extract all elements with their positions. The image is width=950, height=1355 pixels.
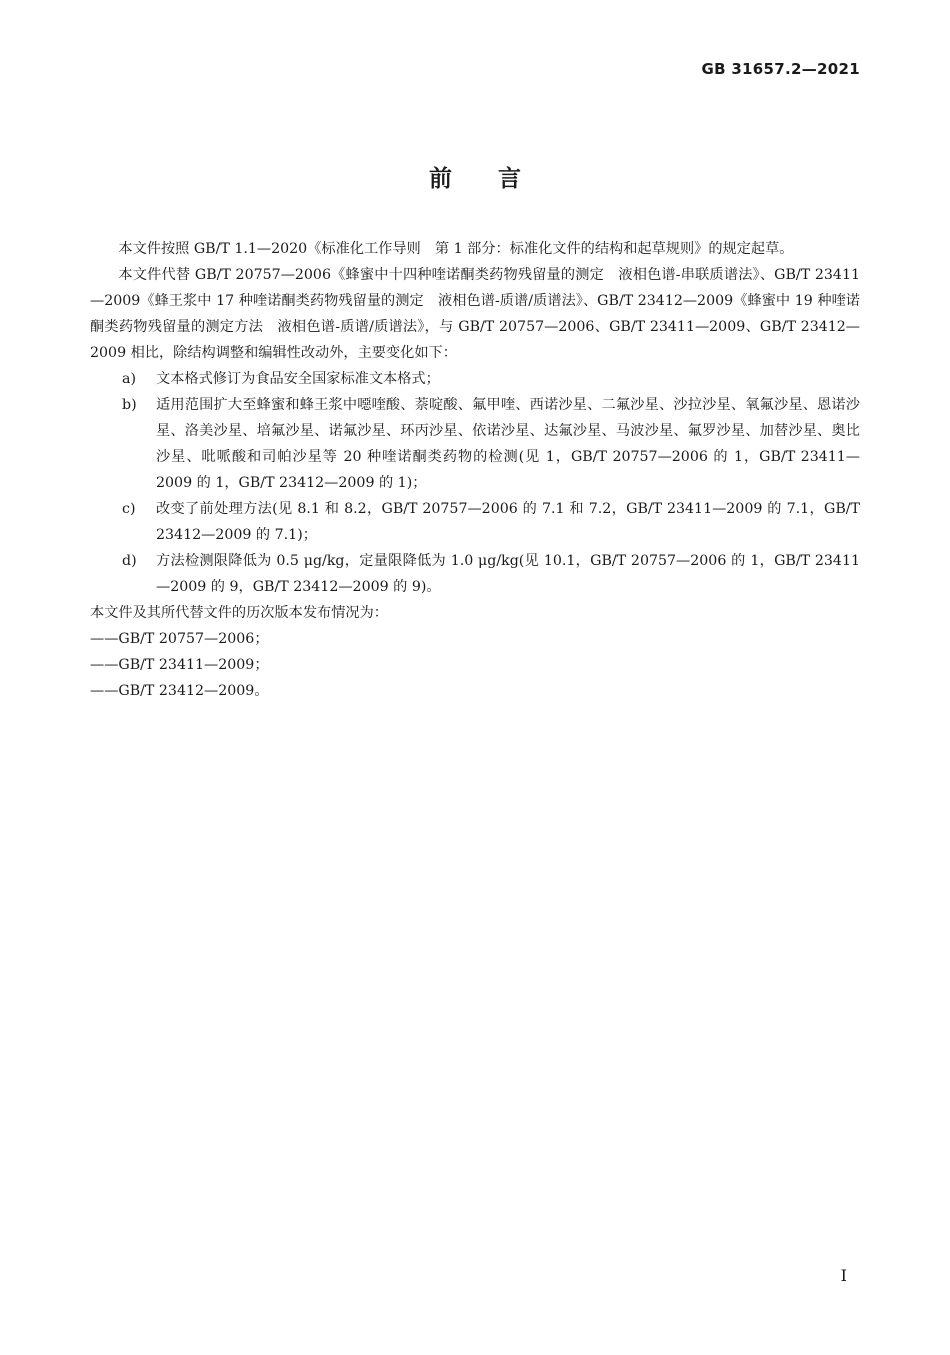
- page-number: I: [840, 1266, 847, 1285]
- history-version-item: ——GB/T 23412—2009。: [90, 683, 269, 699]
- list-item-text: 方法检测限降低为 0.5 μg/kg，定量限降低为 1.0 μg/kg(见 10.1，GB/T 20757—2006 的 1，GB/T 23411—2009 的 9，GB/T 23412—2009 的 9)。: [156, 553, 860, 595]
- history-version-item: ——GB/T 23411—2009；: [90, 657, 269, 673]
- list-item: [90, 392, 860, 496]
- list-marker: d): [122, 553, 137, 569]
- list-item: [90, 548, 860, 600]
- list-item-text: 适用范围扩大至蜂蜜和蜂王浆中噁喹酸、萘啶酸、氟甲喹、西诺沙星、二氟沙星、沙拉沙星、氧氟沙星、恩诺沙星、洛美沙星、培氟沙星、诺氟沙星、环丙沙星、依诺沙星、达氟沙星、马波沙星、氟罗沙星、加替沙星、奥比沙星、吡哌酸和司帕沙星等 20 种喹诺酮类药物的检测(见 1，GB/T 20757—2006 的 1，GB/T 23411—2009 的 1，GB/T 23412—2009 的 1)；: [156, 397, 860, 491]
- list-item: [90, 496, 860, 548]
- list-marker: b): [122, 397, 137, 413]
- list-item: [90, 366, 860, 392]
- list-marker: a): [122, 371, 136, 387]
- page-title: 前言: [429, 166, 567, 192]
- list-item-text: 文本格式修订为食品安全国家标准文本格式；: [156, 371, 440, 387]
- replacement-paragraph: 本文件代替 GB/T 20757—2006《蜂蜜中十四种喹诺酮类药物残留量的测定 液相色谱-串联质谱法》、GB/T 23411—2009《蜂王浆中 17 种喹诺酮类药物残留量的测定 液相色谱-质谱/质谱法》、GB/T 23412—2009《蜂蜜中 19 种喹诺酮类药物残留量的测定方法 液相色谱-质谱/质谱法》，与 GB/T 20757—2006、GB/T 23411—2009、GB/T 23412—2009 相比，除结构调整和编辑性改动外，主要变化如下：: [90, 267, 860, 361]
- document-body: [90, 236, 860, 704]
- drafting-basis-paragraph: 本文件按照 GB/T 1.1—2020《标准化工作导则 第 1 部分：标准化文件的结构和起草规则》的规定起草。: [118, 241, 794, 257]
- list-marker: c): [122, 501, 136, 517]
- changes-list: [90, 366, 860, 600]
- list-item-text: 改变了前处理方法(见 8.1 和 8.2，GB/T 20757—2006 的 7.1 和 7.2，GB/T 23411—2009 的 7.1，GB/T 23412—2009 的 7.1)；: [156, 501, 860, 543]
- history-version-item: ——GB/T 20757—2006；: [90, 631, 269, 647]
- standard-code: GB 31657.2—2021: [701, 60, 860, 78]
- history-intro-paragraph: 本文件及其所代替文件的历次版本发布情况为：: [90, 605, 388, 621]
